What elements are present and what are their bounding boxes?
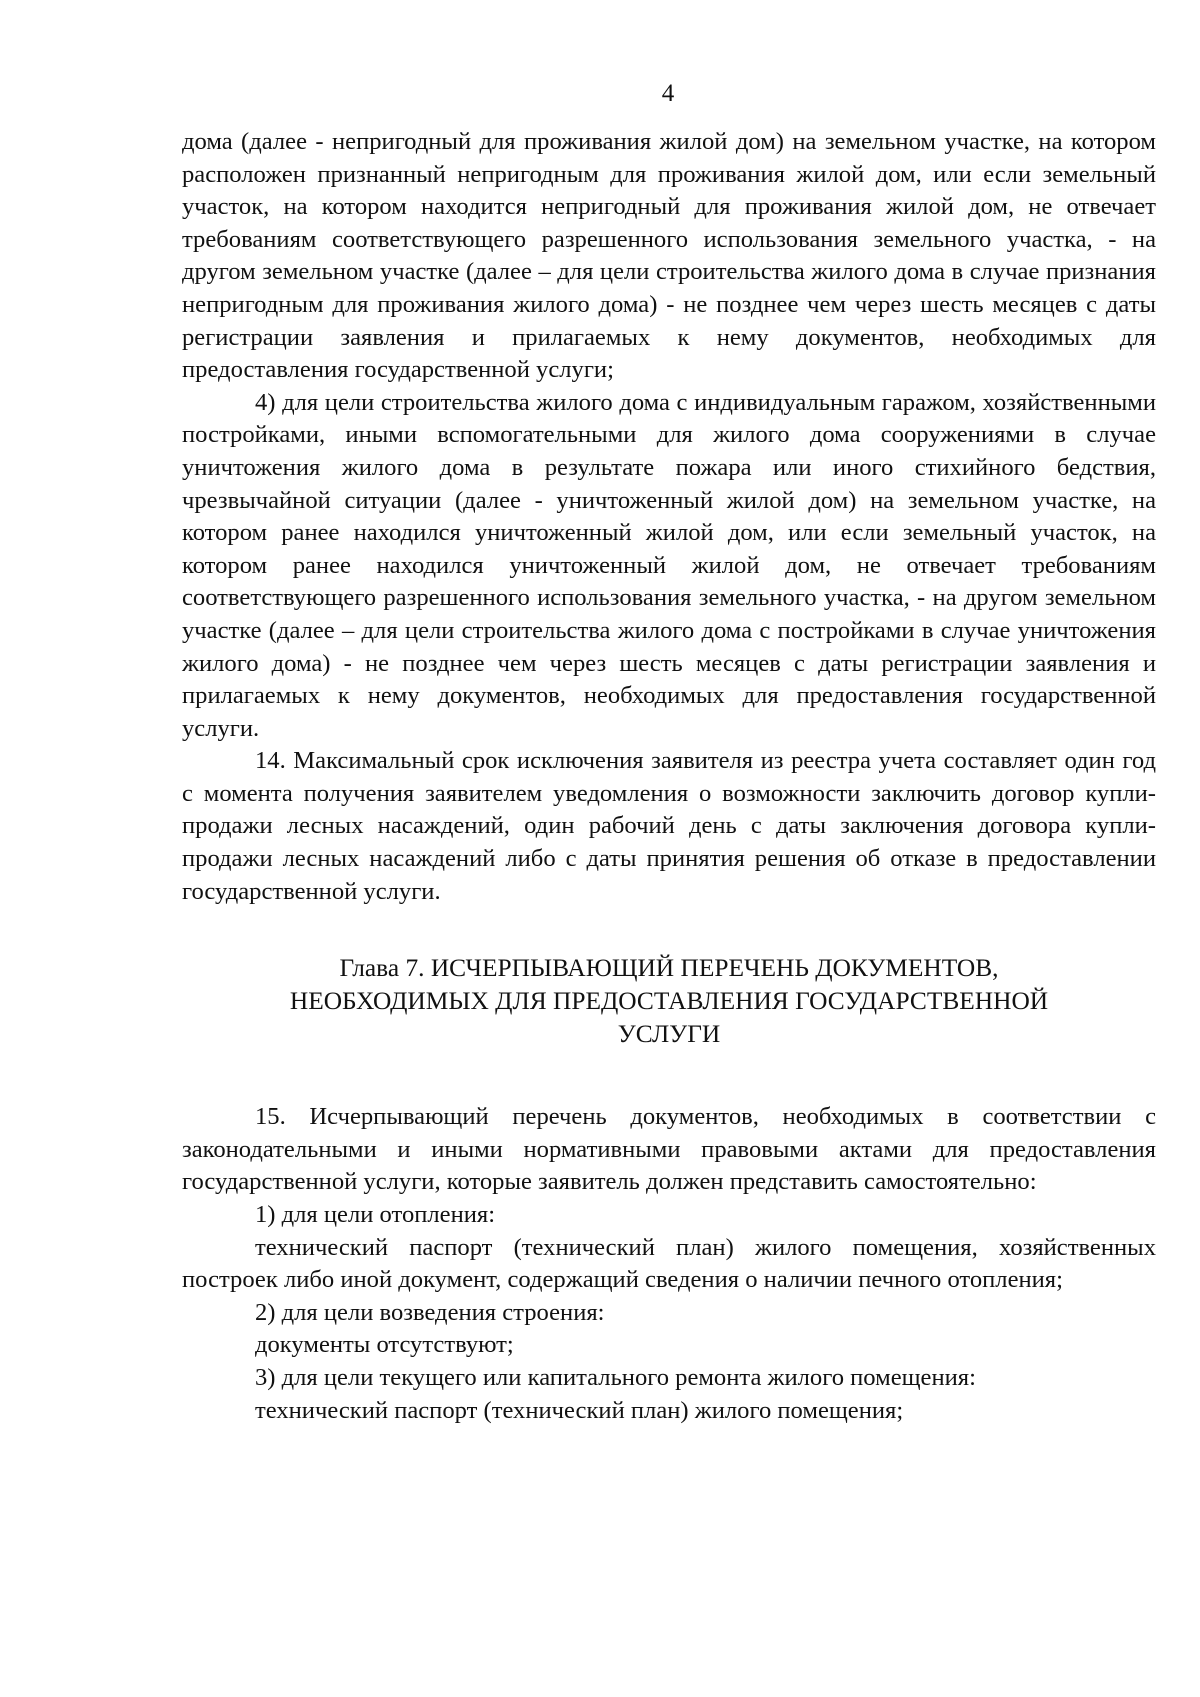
list-item-2-text: документы отсутствуют; — [255, 1331, 514, 1359]
list-item-2: 2) для цели возведения строения: — [255, 1298, 605, 1326]
chapter-heading-line: Глава 7. ИСЧЕРПЫВАЮЩИЙ ПЕРЕЧЕНЬ ДОКУМЕНТОВ, — [339, 954, 999, 983]
paragraph-14: 14. Максимальный срок исключения заявителя из реестра учета составляет один год с момента получения заявителем уведомления о возможности заключить договор купли-продажи лесных насаждений, один рабочий день с даты заключения договора купли-продажи лесных насаждений либо с даты принятия решения об отказе в предоставлении государственной услуги. — [182, 747, 1156, 905]
page-number: 4 — [661, 80, 675, 107]
paragraph-continuation: дома (далее - непригодный для проживания жилой дом) на земельном участке, на котором расположен признанный непригодным для проживания жилой дом, или если земельный участок, на котором находится непригодный для проживания жилой дом, не отвечает требованиям соответствующего разрешенного использования земельного участка, - на другом земельном участке (далее – для цели строительства жилого дома в случае признания непригодным для проживания жилого дома) - не позднее чем через шесть месяцев с даты регистрации заявления и прилагаемых к нему документов, необходимых для предоставления государственной услуги; — [182, 128, 1156, 384]
chapter-heading-line: НЕОБХОДИМЫХ ДЛЯ ПРЕДОСТАВЛЕНИЯ ГОСУДАРСТВЕННОЙ — [289, 987, 1049, 1016]
chapter-heading — [182, 952, 1156, 1051]
list-item-3-text: технический паспорт (технический план) жилого помещения; — [255, 1396, 904, 1424]
paragraph-15: 15. Исчерпывающий перечень документов, необходимых в соответствии с законодательными и иными нормативными правовыми актами для предоставления государственной услуги, которые заявитель должен представить самостоятельно: — [182, 1103, 1156, 1196]
paragraph-item-4: 4) для цели строительства жилого дома с индивидуальным гаражом, хозяйственными постройками, иными вспомогательными для жилого дома сооружениями в случае уничтожения жилого дома в результате пожара или иного стихийного бедствия, чрезвычайной ситуации (далее - уничтоженный жилой дом) на земельном участке, на котором ранее находился уничтоженный жилой дом, или если земельный участок, на котором ранее находился уничтоженный жилой дом, не отвечает требованиям соответствующего разрешенного использования земельного участка, - на другом земельном участке (далее – для цели строительства жилого дома с постройками в случае уничтожения жилого дома) - не позднее чем через шесть месяцев с даты регистрации заявления и прилагаемых к нему документов, необходимых для предоставления государственной услуги. — [182, 388, 1156, 742]
list-item-3: 3) для цели текущего или капитального ремонта жилого помещения: — [255, 1364, 976, 1391]
list-item-1-text: технический паспорт (технический план) жилого помещения, хозяйственных построек либо иной документ, содержащий сведения о наличии печного отопления; — [182, 1233, 1156, 1294]
chapter-heading-line: УСЛУГИ — [617, 1020, 721, 1049]
list-item-1: 1) для цели отопления: — [255, 1201, 496, 1229]
